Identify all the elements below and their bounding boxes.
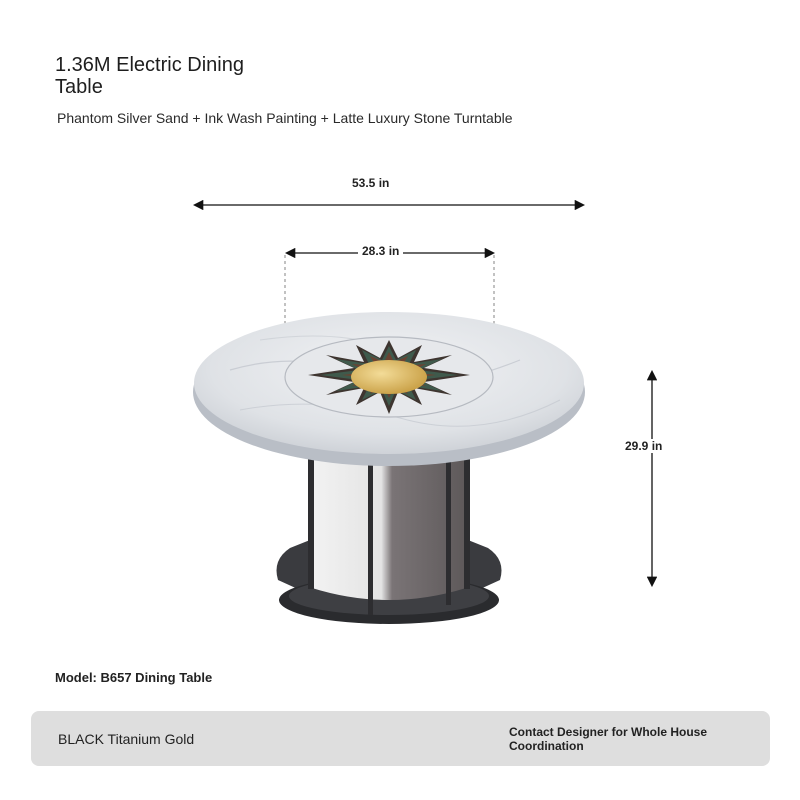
- product-subtitle: Phantom Silver Sand + Ink Wash Painting + Latte Luxury Stone Turntable: [57, 110, 513, 126]
- gold-center: [351, 360, 427, 394]
- turntable: [285, 337, 493, 417]
- color-finish-text: BLACK Titanium Gold: [58, 731, 195, 747]
- table-column: [308, 455, 470, 615]
- product-title: 1.36M Electric Dining Table: [55, 54, 244, 98]
- contact-designer-text: Contact Designer for Whole House Coordination: [509, 725, 708, 753]
- footer-bar: [31, 711, 770, 766]
- model-label: Model: B657 Dining Table: [55, 670, 213, 685]
- height-dimension-label: 29.9 in: [621, 439, 666, 453]
- turntable-dimension-label: 28.3 in: [358, 244, 403, 258]
- width-dimension-label: 53.5 in: [348, 176, 393, 190]
